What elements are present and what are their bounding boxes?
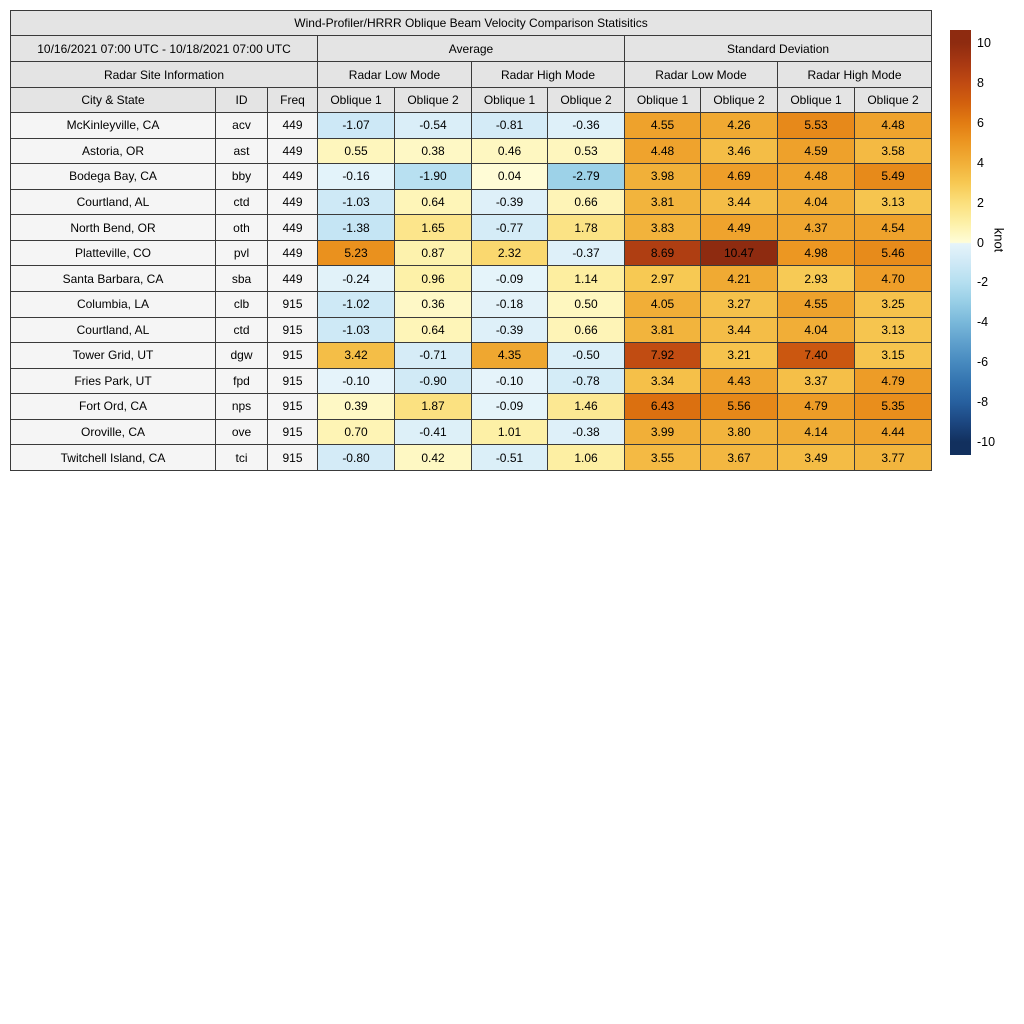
value-cell: -0.09 <box>472 394 548 420</box>
city-cell: Columbia, LA <box>11 291 216 317</box>
std-low-mode-header: Radar Low Mode <box>625 62 778 88</box>
value-cell: -0.10 <box>472 368 548 394</box>
value-cell: 4.21 <box>701 266 778 292</box>
value-cell: 1.46 <box>548 394 625 420</box>
city-cell: Tower Grid, UT <box>11 343 216 369</box>
value-cell: 3.81 <box>625 189 701 215</box>
table-row <box>11 113 932 139</box>
colorbar <box>950 30 971 455</box>
value-cell: 3.83 <box>625 215 701 241</box>
freq-cell: 915 <box>268 368 318 394</box>
value-cell: -0.36 <box>548 113 625 139</box>
value-cell: 4.37 <box>778 215 855 241</box>
freq-cell: 915 <box>268 343 318 369</box>
title-row <box>11 11 932 36</box>
value-cell: 0.96 <box>395 266 472 292</box>
value-cell: -0.37 <box>548 240 625 266</box>
value-cell: -0.39 <box>472 317 548 343</box>
site-id-cell: oth <box>216 215 268 241</box>
value-cell: 0.42 <box>395 445 472 471</box>
value-cell: 0.70 <box>318 419 395 445</box>
value-cell: 3.81 <box>625 317 701 343</box>
value-cell: 3.98 <box>625 164 701 190</box>
value-cell: 0.36 <box>395 291 472 317</box>
value-cell: 4.05 <box>625 291 701 317</box>
col-header-oblique2: Oblique 2 <box>548 88 625 113</box>
value-cell: -0.38 <box>548 419 625 445</box>
colorbar-tick-label: 10 <box>977 35 991 50</box>
freq-cell: 915 <box>268 317 318 343</box>
value-cell: 5.53 <box>778 113 855 139</box>
col-header-oblique1: Oblique 1 <box>778 88 855 113</box>
value-cell: 4.79 <box>778 394 855 420</box>
city-cell: Courtland, AL <box>11 189 216 215</box>
city-cell: McKinleyville, CA <box>11 113 216 139</box>
value-cell: 1.87 <box>395 394 472 420</box>
value-cell: 4.44 <box>855 419 932 445</box>
value-cell: -0.24 <box>318 266 395 292</box>
colorbar-tick-label: 0 <box>977 235 984 250</box>
value-cell: -0.18 <box>472 291 548 317</box>
city-cell: Fort Ord, CA <box>11 394 216 420</box>
value-cell: 3.21 <box>701 343 778 369</box>
colorbar-tick-label: -8 <box>977 395 989 410</box>
stats-table <box>10 10 932 471</box>
average-group-header: Average <box>318 36 625 62</box>
colorbar-tick-label: -6 <box>977 355 989 370</box>
value-cell: 7.40 <box>778 343 855 369</box>
col-header-freq: Freq <box>268 88 318 113</box>
table-row <box>11 291 932 317</box>
value-cell: 0.64 <box>395 317 472 343</box>
value-cell: 5.49 <box>855 164 932 190</box>
value-cell: 0.66 <box>548 189 625 215</box>
value-cell: 7.92 <box>625 343 701 369</box>
value-cell: 3.37 <box>778 368 855 394</box>
value-cell: -0.51 <box>472 445 548 471</box>
value-cell: 3.44 <box>701 189 778 215</box>
colorbar-tick-label: 6 <box>977 115 984 130</box>
value-cell: 3.58 <box>855 138 932 164</box>
value-cell: 5.56 <box>701 394 778 420</box>
value-cell: 4.70 <box>855 266 932 292</box>
table-row <box>11 394 932 420</box>
value-cell: 1.78 <box>548 215 625 241</box>
value-cell: 4.04 <box>778 317 855 343</box>
value-cell: -0.78 <box>548 368 625 394</box>
value-cell: -0.80 <box>318 445 395 471</box>
colorbar-tick-label: 2 <box>977 195 984 210</box>
value-cell: 0.50 <box>548 291 625 317</box>
freq-cell: 449 <box>268 113 318 139</box>
value-cell: 2.97 <box>625 266 701 292</box>
value-cell: -0.90 <box>395 368 472 394</box>
freq-cell: 449 <box>268 240 318 266</box>
value-cell: 4.26 <box>701 113 778 139</box>
site-id-cell: acv <box>216 113 268 139</box>
avg-low-mode-header: Radar Low Mode <box>318 62 472 88</box>
city-cell: Bodega Bay, CA <box>11 164 216 190</box>
freq-cell: 915 <box>268 419 318 445</box>
value-cell: 0.87 <box>395 240 472 266</box>
value-cell: 4.49 <box>701 215 778 241</box>
stddev-group-header: Standard Deviation <box>625 36 932 62</box>
city-cell: Oroville, CA <box>11 419 216 445</box>
value-cell: 4.98 <box>778 240 855 266</box>
freq-cell: 449 <box>268 266 318 292</box>
value-cell: 3.44 <box>701 317 778 343</box>
value-cell: 3.13 <box>855 189 932 215</box>
site-id-cell: ove <box>216 419 268 445</box>
colorbar-tick-label: -10 <box>977 435 996 450</box>
site-id-cell: ast <box>216 138 268 164</box>
value-cell: 0.04 <box>472 164 548 190</box>
site-id-cell: sba <box>216 266 268 292</box>
table-row <box>11 343 932 369</box>
city-cell: Fries Park, UT <box>11 368 216 394</box>
value-cell: 4.14 <box>778 419 855 445</box>
colorbar-tick-label: -2 <box>977 275 989 290</box>
value-cell: 1.65 <box>395 215 472 241</box>
value-cell: 3.99 <box>625 419 701 445</box>
colorbar-unit-label: knot <box>991 227 1007 253</box>
table-row <box>11 189 932 215</box>
value-cell: -0.77 <box>472 215 548 241</box>
freq-cell: 449 <box>268 164 318 190</box>
site-id-cell: nps <box>216 394 268 420</box>
value-cell: 3.13 <box>855 317 932 343</box>
value-cell: 4.04 <box>778 189 855 215</box>
col-header-oblique2: Oblique 2 <box>855 88 932 113</box>
value-cell: 0.53 <box>548 138 625 164</box>
value-cell: -0.09 <box>472 266 548 292</box>
col-header-city-state: City & State <box>11 88 216 113</box>
value-cell: -0.16 <box>318 164 395 190</box>
value-cell: 5.23 <box>318 240 395 266</box>
value-cell: 3.49 <box>778 445 855 471</box>
value-cell: -0.10 <box>318 368 395 394</box>
site-id-cell: ctd <box>216 317 268 343</box>
value-cell: -1.07 <box>318 113 395 139</box>
value-cell: 1.06 <box>548 445 625 471</box>
freq-cell: 449 <box>268 215 318 241</box>
value-cell: 2.93 <box>778 266 855 292</box>
value-cell: 0.64 <box>395 189 472 215</box>
site-id-cell: bby <box>216 164 268 190</box>
value-cell: 4.48 <box>855 113 932 139</box>
std-high-mode-header: Radar High Mode <box>778 62 932 88</box>
value-cell: 1.01 <box>472 419 548 445</box>
group-header-row-1 <box>11 36 932 62</box>
value-cell: 3.15 <box>855 343 932 369</box>
column-header-row <box>11 88 932 113</box>
col-header-oblique1: Oblique 1 <box>318 88 395 113</box>
avg-high-mode-header: Radar High Mode <box>472 62 625 88</box>
freq-cell: 449 <box>268 138 318 164</box>
value-cell: 2.32 <box>472 240 548 266</box>
value-cell: 3.42 <box>318 343 395 369</box>
table-title: Wind-Profiler/HRRR Oblique Beam Velocity Comparison Statisitics <box>11 11 932 36</box>
table-row <box>11 138 932 164</box>
value-cell: 0.46 <box>472 138 548 164</box>
col-header-id: ID <box>216 88 268 113</box>
col-header-oblique2: Oblique 2 <box>395 88 472 113</box>
table-row <box>11 266 932 292</box>
value-cell: 5.46 <box>855 240 932 266</box>
group-header-row-2 <box>11 62 932 88</box>
value-cell: 3.77 <box>855 445 932 471</box>
value-cell: 0.55 <box>318 138 395 164</box>
col-header-oblique2: Oblique 2 <box>701 88 778 113</box>
value-cell: 6.43 <box>625 394 701 420</box>
freq-cell: 915 <box>268 394 318 420</box>
colorbar-tick-label: 8 <box>977 75 984 90</box>
freq-cell: 915 <box>268 445 318 471</box>
table-row <box>11 445 932 471</box>
value-cell: 3.46 <box>701 138 778 164</box>
value-cell: 4.59 <box>778 138 855 164</box>
value-cell: 1.14 <box>548 266 625 292</box>
value-cell: -0.39 <box>472 189 548 215</box>
table-row <box>11 419 932 445</box>
site-id-cell: fpd <box>216 368 268 394</box>
value-cell: -1.38 <box>318 215 395 241</box>
value-cell: 4.55 <box>778 291 855 317</box>
value-cell: 5.35 <box>855 394 932 420</box>
site-id-cell: tci <box>216 445 268 471</box>
site-id-cell: dgw <box>216 343 268 369</box>
value-cell: 4.43 <box>701 368 778 394</box>
colorbar-tick-label: 4 <box>977 155 984 170</box>
value-cell: -1.03 <box>318 317 395 343</box>
city-cell: Twitchell Island, CA <box>11 445 216 471</box>
city-cell: Platteville, CO <box>11 240 216 266</box>
site-id-cell: ctd <box>216 189 268 215</box>
table-row <box>11 368 932 394</box>
value-cell: -1.03 <box>318 189 395 215</box>
value-cell: -1.90 <box>395 164 472 190</box>
col-header-oblique1: Oblique 1 <box>472 88 548 113</box>
city-cell: Santa Barbara, CA <box>11 266 216 292</box>
city-cell: North Bend, OR <box>11 215 216 241</box>
freq-cell: 915 <box>268 291 318 317</box>
site-id-cell: pvl <box>216 240 268 266</box>
value-cell: 0.66 <box>548 317 625 343</box>
table-body <box>11 113 932 471</box>
table-row <box>11 164 932 190</box>
period-header: 10/16/2021 07:00 UTC - 10/18/2021 07:00 UTC <box>11 36 318 62</box>
value-cell: -0.81 <box>472 113 548 139</box>
value-cell: 4.79 <box>855 368 932 394</box>
value-cell: 4.69 <box>701 164 778 190</box>
value-cell: 4.35 <box>472 343 548 369</box>
value-cell: -0.50 <box>548 343 625 369</box>
table-row <box>11 240 932 266</box>
colorbar-tick-label: -4 <box>977 315 989 330</box>
city-cell: Courtland, AL <box>11 317 216 343</box>
value-cell: 4.48 <box>778 164 855 190</box>
value-cell: 3.55 <box>625 445 701 471</box>
col-header-oblique1: Oblique 1 <box>625 88 701 113</box>
value-cell: 0.39 <box>318 394 395 420</box>
value-cell: -0.41 <box>395 419 472 445</box>
value-cell: 3.80 <box>701 419 778 445</box>
value-cell: 3.27 <box>701 291 778 317</box>
value-cell: 4.55 <box>625 113 701 139</box>
value-cell: 3.67 <box>701 445 778 471</box>
table-row <box>11 317 932 343</box>
site-id-cell: clb <box>216 291 268 317</box>
value-cell: -0.54 <box>395 113 472 139</box>
value-cell: 10.47 <box>701 240 778 266</box>
table-row <box>11 215 932 241</box>
site-info-header: Radar Site Information <box>11 62 318 88</box>
value-cell: -1.02 <box>318 291 395 317</box>
value-cell: -0.71 <box>395 343 472 369</box>
value-cell: 3.25 <box>855 291 932 317</box>
value-cell: 4.54 <box>855 215 932 241</box>
value-cell: 4.48 <box>625 138 701 164</box>
city-cell: Astoria, OR <box>11 138 216 164</box>
value-cell: 0.38 <box>395 138 472 164</box>
value-cell: 8.69 <box>625 240 701 266</box>
value-cell: 3.34 <box>625 368 701 394</box>
value-cell: -2.79 <box>548 164 625 190</box>
freq-cell: 449 <box>268 189 318 215</box>
